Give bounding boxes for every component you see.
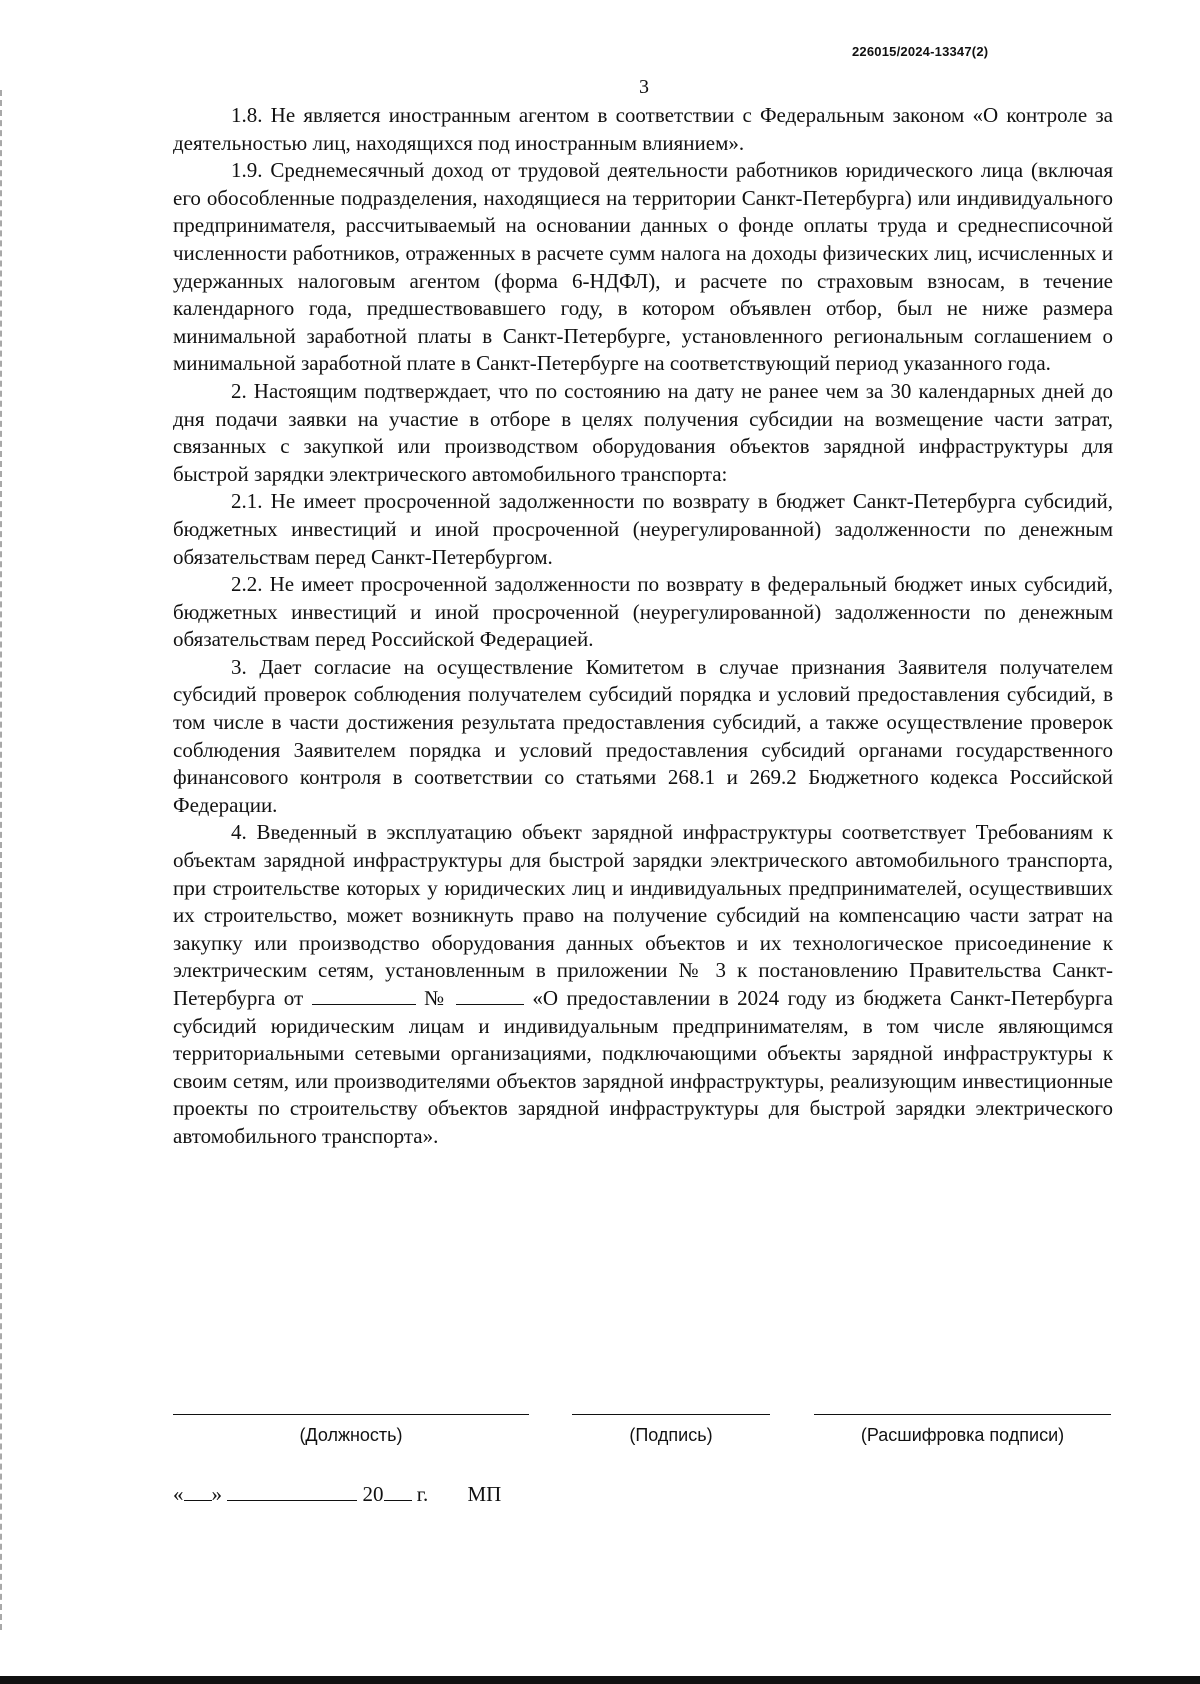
year-blank xyxy=(384,1480,412,1501)
transcript-label: (Расшифровка подписи) xyxy=(860,1425,1065,1445)
day-blank xyxy=(184,1480,212,1501)
month-blank xyxy=(227,1480,357,1501)
position-line xyxy=(173,1414,529,1415)
decree-number-blank xyxy=(456,986,524,1005)
document-id: 226015/2024-13347(2) xyxy=(852,44,989,59)
signature-line xyxy=(572,1414,770,1415)
year-suffix: г. xyxy=(416,1482,429,1506)
paragraph-4 xyxy=(173,819,1113,1150)
paragraph-4-part2: «О предоставлении в 2024 году из бюджета Санкт-Петербурга субсидий юридическим лицам и индивидуальным предпринимателям, в том числе являющимся территориальными сетевыми организациями, подключающими объекты зарядной инфраструктуры к своим сетям, или производителями объектов зарядной инфраструктуры, реализующим инвестиционные проекты по строительству объектов зарядной инфраструктуры для быстрой зарядки электрического автомобильного транспорта». xyxy=(173,986,1113,1148)
paragraph-2: 2. Настоящим подтверждает, что по состоянию на дату не ранее чем за 30 календарных дней до дня подачи заявки на участие в отборе в целях получения субсидии на возмещение части затрат, связанных с закупкой или производством оборудования объектов зарядной инфраструктуры для быстрой зарядки электрического автомобильного транспорта: xyxy=(173,378,1113,486)
document-body xyxy=(173,102,1113,1151)
open-quote: « xyxy=(173,1482,184,1506)
transcript-line xyxy=(814,1414,1111,1415)
paragraph-4-part1: 4. Введенный в эксплуатацию объект зарядной инфраструктуры соответствует Требованиям к объектам зарядной инфраструктуры для быстрой зарядки электрического автомобильного транспорта, при строительстве которых у юридических лиц и индивидуальных предпринимателей, осуществивших их строительство, может возникнуть право на получение субсидий на компенсацию части затрат на закупку или производство оборудования данных объектов и их технологическое присоединение к электрическим сетям, установленным в приложении № 3 к постановлению Правительства Санкт-Петербурга от xyxy=(173,820,1113,1010)
stamp-label: МП xyxy=(467,1482,502,1506)
paragraph-1-9: 1.9. Среднемесячный доход от трудовой деятельности работников юридического лица (включая его обособленные подразделения, находящиеся на территории Санкт-Петербурга) или индивидуального предпринимателя, рассчитываемый на основании данных о фонде оплаты труда и среднесписочной численности работников, отраженных в расчете сумм налога на доходы физических лиц, исчисленных и удержанных налоговым агентом (форма 6-НДФЛ), и расчете по страховым взносам, в течение календарного года, предшествовавшего году, в котором объявлен отбор, был не ниже размера минимальной заработной платы в Санкт-Петербурге, установленного региональным соглашением о минимальной заработной плате в Санкт-Петербурге на соответствующий период указанного года. xyxy=(173,158,1113,376)
signature-label: (Подпись) xyxy=(629,1425,713,1445)
position-label: (Должность) xyxy=(299,1425,403,1445)
paragraph-1-8: 1.8. Не является иностранным агентом в соответствии с Федеральным законом «О контроле за деятельностью лиц, находящихся под иностранным влиянием». xyxy=(173,103,1113,155)
scan-bottom-edge xyxy=(0,1676,1200,1684)
close-quote: » xyxy=(211,1482,222,1506)
decree-date-blank xyxy=(312,986,416,1005)
year-prefix: 20 xyxy=(362,1482,384,1506)
page-number: 3 xyxy=(639,76,649,98)
paragraph-2-1: 2.1. Не имеет просроченной задолженности по возврату в бюджет Санкт-Петербурга субсидий, бюджетных инвестиций и иной просроченной (неурегулированной) задолженности по денежным обязательствам перед Санкт-Петербургом. xyxy=(173,489,1113,569)
paragraph-2-2: 2.2. Не имеет просроченной задолженности по возврату в федеральный бюджет иных субсидий, бюджетных инвестиций и иной просроченной (неурегулированной) задолженности по денежным обязательствам перед Российской Федерацией. xyxy=(173,572,1113,652)
date-row xyxy=(173,1480,501,1507)
number-sign: № xyxy=(424,986,448,1010)
paragraph-3: 3. Дает согласие на осуществление Комитетом в случае признания Заявителя получателем субсидий проверок соблюдения получателем субсидий порядка и условий предоставления субсидий, в том числе в части достижения результата предоставления субсидий, а также осуществление проверок соблюдения Заявителем порядка и условий предоставления субсидий органами государственного финансового контроля в соответствии со статьями 268.1 и 269.2 Бюджетного кодекса Российской Федерации. xyxy=(173,654,1113,817)
scan-edge-artifact xyxy=(0,90,4,1630)
